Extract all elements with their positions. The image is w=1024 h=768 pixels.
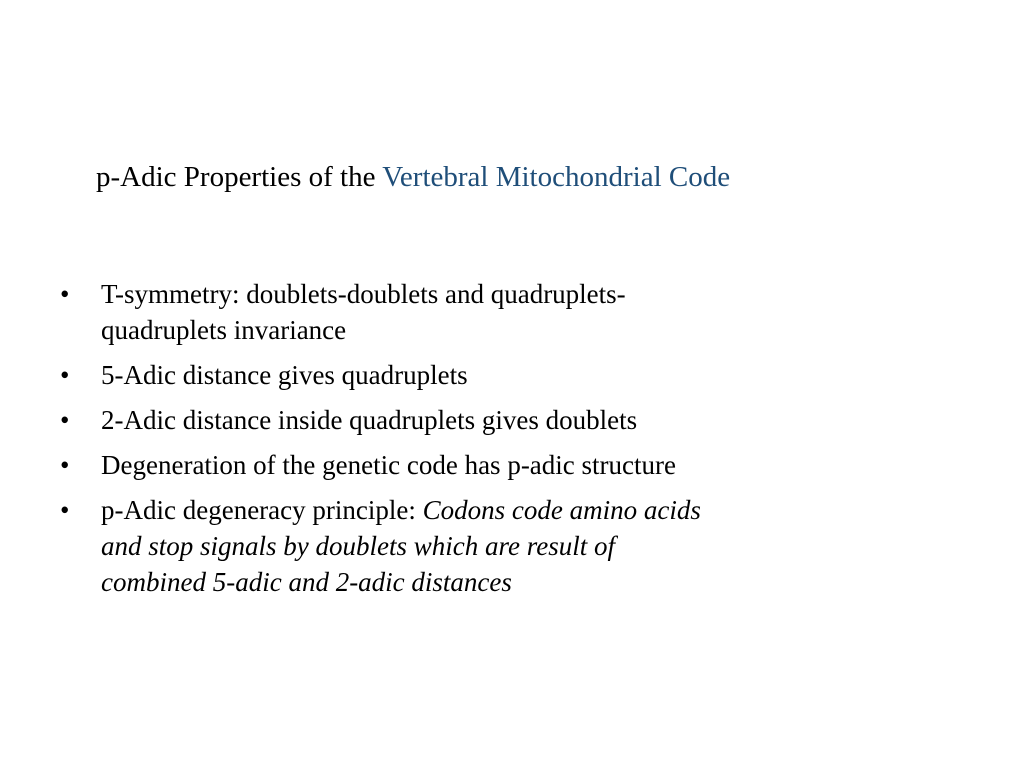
bullet-item: [60, 402, 890, 438]
bullet-list: [60, 276, 890, 609]
bullet-item: [60, 447, 890, 483]
slide-title-accent: Vertebral Mitochondrial Code: [382, 161, 731, 193]
bullet-text-line: 2-Adic distance inside quadruplets gives doublets: [101, 405, 638, 435]
bullet-text-line: T-symmetry: doublets-doublets and quadruplets-: [101, 279, 626, 309]
bullet-italic-line: combined 5-adic and 2-adic distances: [101, 567, 512, 597]
bullet-italic-text: Codons code amino acids: [422, 495, 701, 525]
bullet-marker: •: [60, 360, 70, 390]
bullet-text-line: Degeneration of the genetic code has p-adic structure: [101, 450, 676, 480]
bullet-text-line: quadruplets invariance: [101, 315, 347, 345]
bullet-text-line: 5-Adic distance gives quadruplets: [101, 360, 468, 390]
bullet-text-line: [101, 492, 890, 528]
bullet-marker: •: [60, 405, 70, 435]
bullet-item: [60, 492, 890, 600]
bullet-marker: •: [60, 495, 70, 525]
bullet-marker: •: [60, 279, 70, 309]
slide-title: [96, 157, 976, 197]
slide-title-prefix: p-Adic Properties of the: [96, 161, 383, 193]
bullet-italic-line: and stop signals by doublets which are result of: [101, 531, 615, 561]
bullet-marker: •: [60, 450, 70, 480]
bullet-prefix: p-Adic degeneracy principle:: [101, 495, 423, 525]
bullet-item: [60, 276, 890, 348]
bullet-item: [60, 357, 890, 393]
